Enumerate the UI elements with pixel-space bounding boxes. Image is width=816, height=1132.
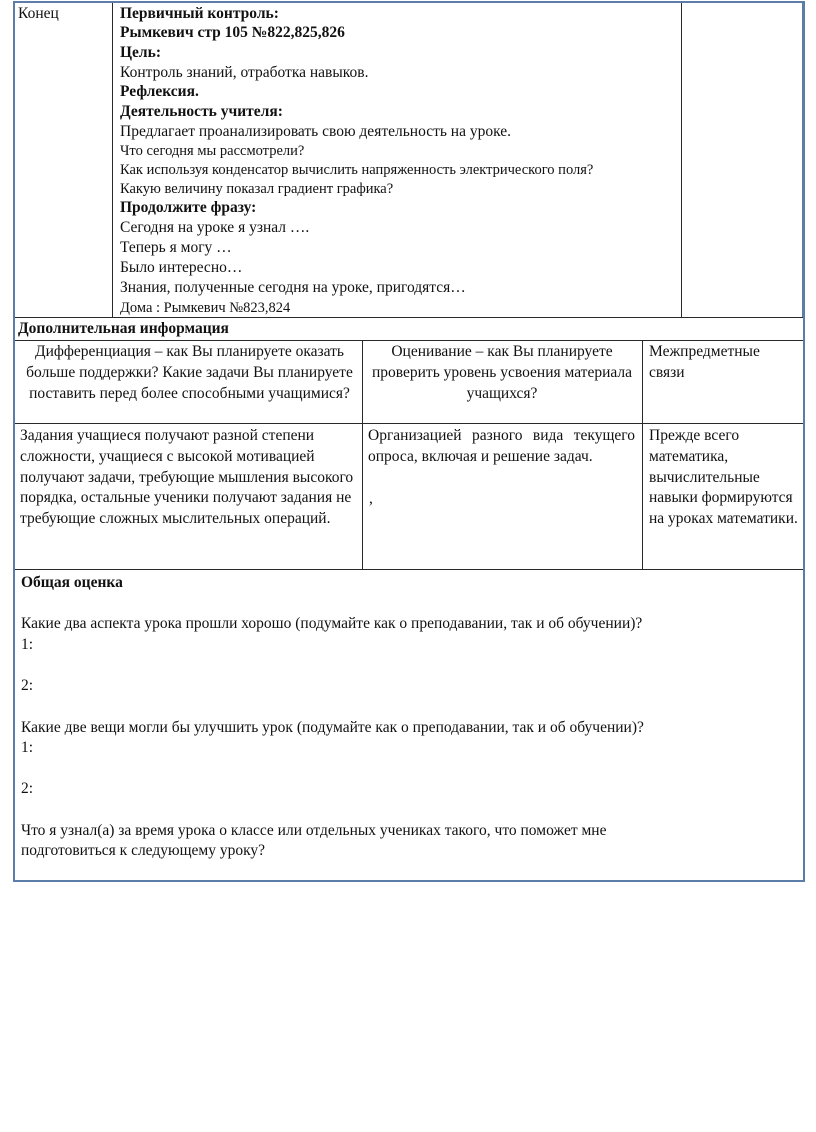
content-line: Предлагает проанализировать свою деятельность на уроке. xyxy=(120,123,512,140)
divider xyxy=(15,340,803,341)
content-line: Сегодня на уроке я узнал …. xyxy=(120,219,310,236)
content-line: Рефлексия. xyxy=(120,83,199,100)
divider xyxy=(642,340,643,569)
content-line: Деятельность учителя: xyxy=(120,103,283,120)
question: подготовиться к следующему уроку? xyxy=(21,842,266,859)
content-line: Рымкевич стр 105 №822,825,826 xyxy=(120,24,345,41)
stage-label: Конец xyxy=(18,5,59,22)
divider xyxy=(362,340,363,569)
column-header: Оценивание – как Вы планируете проверить уровень усвоения материала учащихся? xyxy=(371,343,633,402)
table-cell: Задания учащиеся получают разной степени сложности, учащиеся с высокой мотивацией получают задачи, требующие мышления высокого порядка, остальные ученики получают задания не требующие сложных мыслительных операций. xyxy=(20,427,354,528)
content-line: Дома : Рымкевич №823,824 xyxy=(120,300,291,316)
content-line: Контроль знаний, отработка навыков. xyxy=(120,64,369,81)
column-header: Межпредметные связи xyxy=(649,343,760,381)
table-cell: Организацией разного вида текущего опроса, включая и решение задач. xyxy=(368,427,635,465)
content-line: Первичный контроль: xyxy=(120,5,279,22)
table-cell: , xyxy=(369,490,373,507)
content-line: Было интересно… xyxy=(120,259,243,276)
divider xyxy=(112,3,113,317)
content-line: Теперь я могу … xyxy=(120,239,232,256)
table-cell: Прежде всего математика, вычислительные навыки формируются на уроках математики. xyxy=(649,427,798,528)
answer-line: 2: xyxy=(21,677,34,694)
content-line: Продолжите фразу: xyxy=(120,199,257,216)
divider xyxy=(15,423,803,424)
question: Какие два аспекта урока прошли хорошо (подумайте как о преподавании, так и об обучении)? xyxy=(21,615,643,632)
answer-line: 1: xyxy=(21,739,34,756)
content-line: Какую величину показал градиент графика? xyxy=(120,181,394,197)
divider xyxy=(802,3,803,317)
column-header: Дифференциация – как Вы планируете оказать больше поддержки? Какие задачи Вы планируете поставить перед более способными учащимися? xyxy=(26,343,353,402)
question: Что я узнал(а) за время урока о классе или отдельных учениках такого, что поможет мне xyxy=(21,822,607,839)
divider xyxy=(681,3,682,317)
section-title: Дополнительная информация xyxy=(18,320,229,337)
content-line: Что сегодня мы рассмотрели? xyxy=(120,143,305,159)
answer-line: 2: xyxy=(21,780,34,797)
question: Какие две вещи могли бы улучшить урок (подумайте как о преподавании, так и об обучении)? xyxy=(21,719,644,736)
summary-title: Общая оценка xyxy=(21,574,123,591)
answer-line: 1: xyxy=(21,636,34,653)
content-line: Как используя конденсатор вычислить напряженность электрического поля? xyxy=(120,162,594,178)
divider xyxy=(15,569,803,570)
content-line: Цель: xyxy=(120,44,161,61)
content-line: Знания, полученные сегодня на уроке, пригодятся… xyxy=(120,279,466,296)
